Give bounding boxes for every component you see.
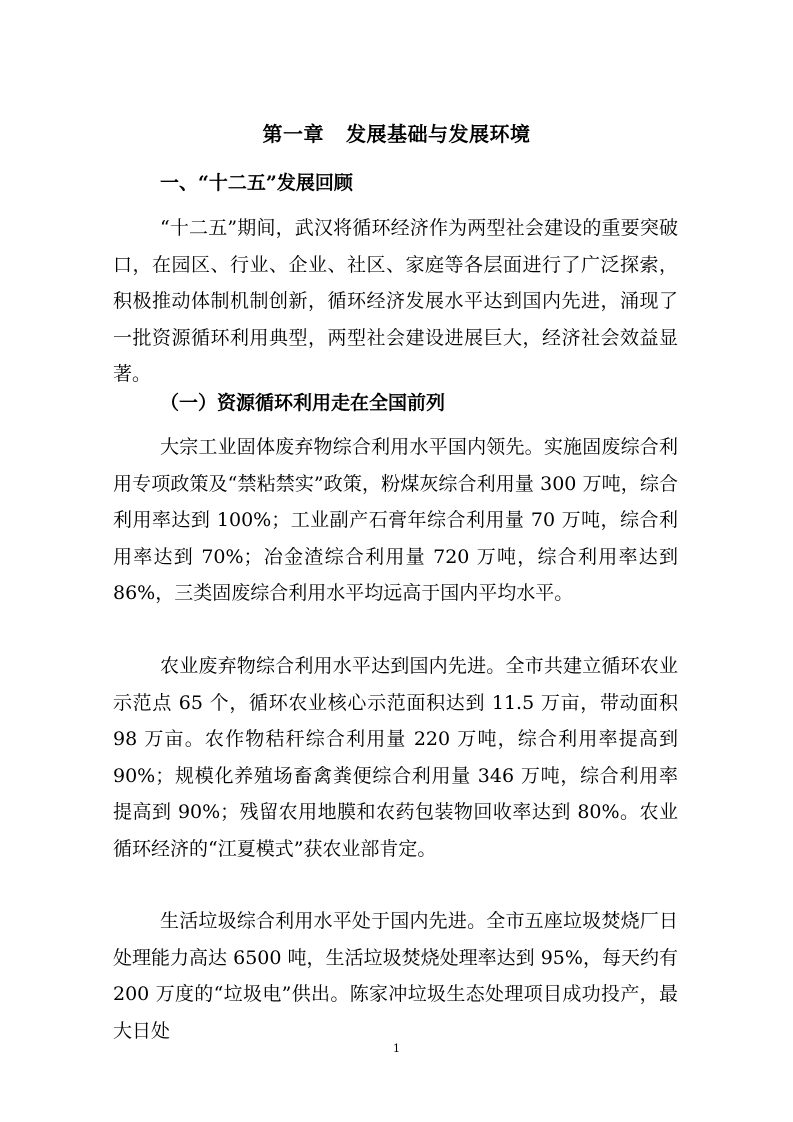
paragraph-household-waste: 生活垃圾综合利用水平处于国内先进。全市五座垃圾焚烧厂日处理能力高达 6500 吨，生活垃圾焚烧处理率达到 95%，每天约有 200 万度的“垃圾电”供出。陈家冲垃圾生态处理项目成功投产，最大日处 bbox=[113, 910, 678, 1042]
chapter-number: 第一章 bbox=[262, 122, 324, 146]
chapter-name: 发展基础与发展环境 bbox=[346, 122, 531, 146]
page-number: 1 bbox=[393, 1042, 400, 1055]
section-heading: 一、“十二五”发展回顾 bbox=[160, 172, 353, 194]
paragraph-industrial-waste: 大宗工业固体废弃物综合利用水平国内领先。实施固废综合利用专项政策及“禁粘禁实”政策，粉煤灰综合利用量 300 万吨，综合利用率达到 100%；工业副产石膏年综合利用量 70 万吨，综合利用率达到 70%；冶金渣综合利用量 720 万吨，综合利用率达到 86%，三类固废综合利用水平均远高于国内平均水平。 bbox=[113, 436, 678, 604]
chapter-title bbox=[0, 118, 793, 147]
sub-heading: （一）资源循环利用走在全国前列 bbox=[160, 392, 446, 414]
paragraph-agricultural-waste: 农业废弃物综合利用水平达到国内先进。全市共建立循环农业示范点 65 个，循环农业核心示范面积达到 11.5 万亩，带动面积 98 万亩。农作物秸秆综合利用量 220 万吨，综合利用率提高到 90%；规模化养殖场畜禽粪便综合利用量 346 万吨，综合利用率提高到 90%；残留农用地膜和农药包装物回收率达到 80%。农业循环经济的“江夏模式”获农业部肯定。 bbox=[113, 655, 678, 860]
paragraph-intro: “十二五”期间，武汉将循环经济作为两型社会建设的重要突破口，在园区、行业、企业、社区、家庭等各层面进行了广泛探索，积极推动体制机制创新，循环经济发展水平达到国内先进，涌现了一批资源循环利用典型，两型社会建设进展巨大，经济社会效益显著。 bbox=[113, 217, 678, 385]
